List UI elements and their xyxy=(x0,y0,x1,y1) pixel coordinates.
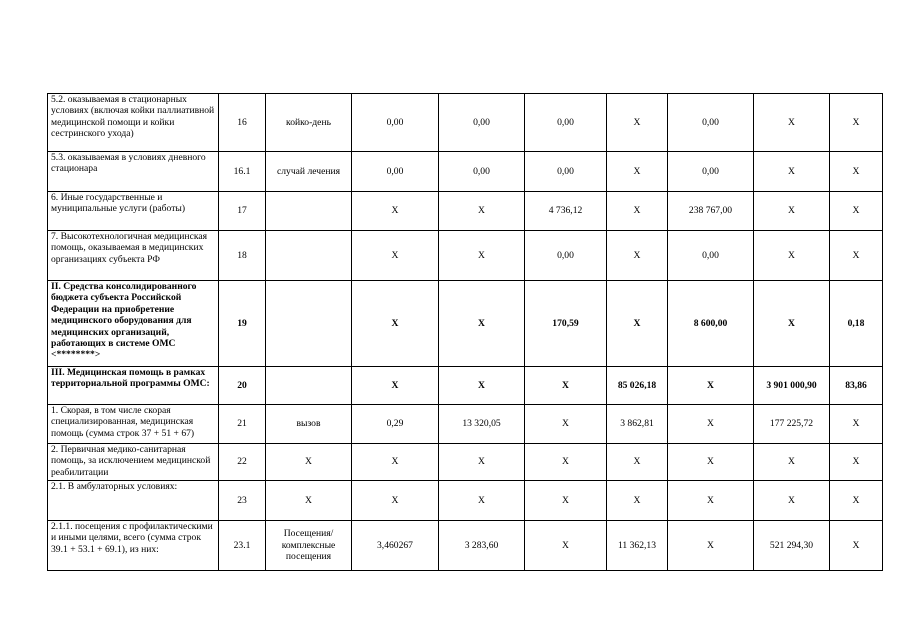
row-name: 5.3. оказываемая в условиях дневного стационара xyxy=(48,152,219,192)
cell-value: X xyxy=(439,231,525,281)
cell-value: X xyxy=(352,192,439,231)
table-row xyxy=(48,281,883,367)
cell-value: X xyxy=(754,281,830,367)
cell-value: 521 294,30 xyxy=(754,521,830,571)
budget-table xyxy=(47,93,883,571)
cell-value: X xyxy=(830,94,883,152)
cell-value: 3 901 000,90 xyxy=(754,367,830,405)
row-number: 16.1 xyxy=(219,152,266,192)
cell-value: X xyxy=(668,405,754,444)
cell-value: 0,00 xyxy=(439,152,525,192)
cell-value: X xyxy=(607,444,668,481)
cell-value: 3 283,60 xyxy=(439,521,525,571)
cell-value: X xyxy=(352,481,439,521)
cell-value: X xyxy=(439,281,525,367)
cell-value: 0,00 xyxy=(668,231,754,281)
cell-value: 0,00 xyxy=(352,152,439,192)
row-number: 17 xyxy=(219,192,266,231)
cell-value: X xyxy=(525,405,607,444)
table-row xyxy=(48,192,883,231)
cell-value: X xyxy=(754,444,830,481)
cell-value: X xyxy=(525,367,607,405)
cell-value: X xyxy=(525,481,607,521)
cell-value: X xyxy=(439,367,525,405)
row-name: 7. Высокотехнологичная медицинская помощь, оказываемая в медицинских организациях субъекта РФ xyxy=(48,231,219,281)
row-unit xyxy=(266,231,352,281)
cell-value: X xyxy=(607,152,668,192)
cell-value: 0,00 xyxy=(525,94,607,152)
table-row xyxy=(48,152,883,192)
row-number: 22 xyxy=(219,444,266,481)
row-name: 6. Иные государственные и муниципальные услуги (работы) xyxy=(48,192,219,231)
table-row xyxy=(48,481,883,521)
cell-value: X xyxy=(668,481,754,521)
cell-value: 0,00 xyxy=(668,94,754,152)
row-unit: X xyxy=(266,481,352,521)
cell-value: 0,00 xyxy=(525,152,607,192)
cell-value: X xyxy=(607,281,668,367)
cell-value: 238 767,00 xyxy=(668,192,754,231)
table-row xyxy=(48,231,883,281)
row-name: 2. Первичная медико-санитарная помощь, за исключением медицинской реабилитации xyxy=(48,444,219,481)
cell-value: 8 600,00 xyxy=(668,281,754,367)
table-row xyxy=(48,94,883,152)
row-unit: случай лечения xyxy=(266,152,352,192)
cell-value: X xyxy=(754,231,830,281)
cell-value: X xyxy=(607,231,668,281)
cell-value: 4 736,12 xyxy=(525,192,607,231)
cell-value: X xyxy=(668,444,754,481)
cell-value: X xyxy=(754,94,830,152)
row-unit: Посещения/ комплексные посещения xyxy=(266,521,352,571)
row-unit: вызов xyxy=(266,405,352,444)
row-number: 20 xyxy=(219,367,266,405)
cell-value: 13 320,05 xyxy=(439,405,525,444)
table-row xyxy=(48,367,883,405)
cell-value: 3 862,81 xyxy=(607,405,668,444)
cell-value: 177 225,72 xyxy=(754,405,830,444)
table-row xyxy=(48,521,883,571)
row-name: III. Медицинская помощь в рамках территориальной программы ОМС: xyxy=(48,367,219,405)
table-row xyxy=(48,444,883,481)
row-unit: X xyxy=(266,444,352,481)
row-unit xyxy=(266,281,352,367)
row-unit xyxy=(266,367,352,405)
cell-value: X xyxy=(607,94,668,152)
cell-value: 0,00 xyxy=(668,152,754,192)
cell-value: X xyxy=(607,192,668,231)
cell-value: X xyxy=(668,367,754,405)
table-row xyxy=(48,405,883,444)
cell-value: X xyxy=(830,481,883,521)
cell-value: X xyxy=(754,152,830,192)
cell-value: X xyxy=(754,192,830,231)
cell-value: 83,86 xyxy=(830,367,883,405)
row-number: 23.1 xyxy=(219,521,266,571)
cell-value: X xyxy=(439,481,525,521)
cell-value: 0,00 xyxy=(352,94,439,152)
cell-value: X xyxy=(754,481,830,521)
cell-value: 3,460267 xyxy=(352,521,439,571)
cell-value: X xyxy=(607,481,668,521)
cell-value: X xyxy=(352,444,439,481)
cell-value: X xyxy=(830,405,883,444)
row-name: 1. Скорая, в том числе скорая специализированная, медицинская помощь (сумма строк 37 + 51 + 67) xyxy=(48,405,219,444)
cell-value: 0,18 xyxy=(830,281,883,367)
cell-value: 170,59 xyxy=(525,281,607,367)
cell-value: 0,00 xyxy=(439,94,525,152)
row-name: II. Средства консолидированного бюджета субъекта Российской Федерации на приобретение медицинского оборудования для медицинских организаций, работающих в системе ОМС <********> xyxy=(48,281,219,367)
row-name: 2.1. В амбулаторных условиях: xyxy=(48,481,219,521)
row-number: 18 xyxy=(219,231,266,281)
cell-value: 0,00 xyxy=(525,231,607,281)
cell-value: X xyxy=(830,192,883,231)
cell-value: 11 362,13 xyxy=(607,521,668,571)
cell-value: X xyxy=(830,444,883,481)
cell-value: 85 026,18 xyxy=(607,367,668,405)
row-number: 19 xyxy=(219,281,266,367)
row-name: 5.2. оказываемая в стационарных условиях (включая койки паллиативной медицинской помощи и койки сестринского ухода) xyxy=(48,94,219,152)
cell-value: X xyxy=(830,152,883,192)
row-number: 16 xyxy=(219,94,266,152)
row-unit xyxy=(266,192,352,231)
row-number: 21 xyxy=(219,405,266,444)
cell-value: X xyxy=(439,192,525,231)
cell-value: X xyxy=(352,281,439,367)
table-body xyxy=(48,94,883,571)
row-unit: койко-день xyxy=(266,94,352,152)
cell-value: X xyxy=(830,521,883,571)
cell-value: X xyxy=(525,521,607,571)
cell-value: X xyxy=(352,231,439,281)
row-number: 23 xyxy=(219,481,266,521)
cell-value: X xyxy=(352,367,439,405)
cell-value: X xyxy=(525,444,607,481)
cell-value: X xyxy=(668,521,754,571)
row-name: 2.1.1. посещения с профилактическими и иными целями, всего (сумма строк 39.1 + 53.1 + 69.1), из них: xyxy=(48,521,219,571)
cell-value: X xyxy=(830,231,883,281)
cell-value: 0,29 xyxy=(352,405,439,444)
cell-value: X xyxy=(439,444,525,481)
